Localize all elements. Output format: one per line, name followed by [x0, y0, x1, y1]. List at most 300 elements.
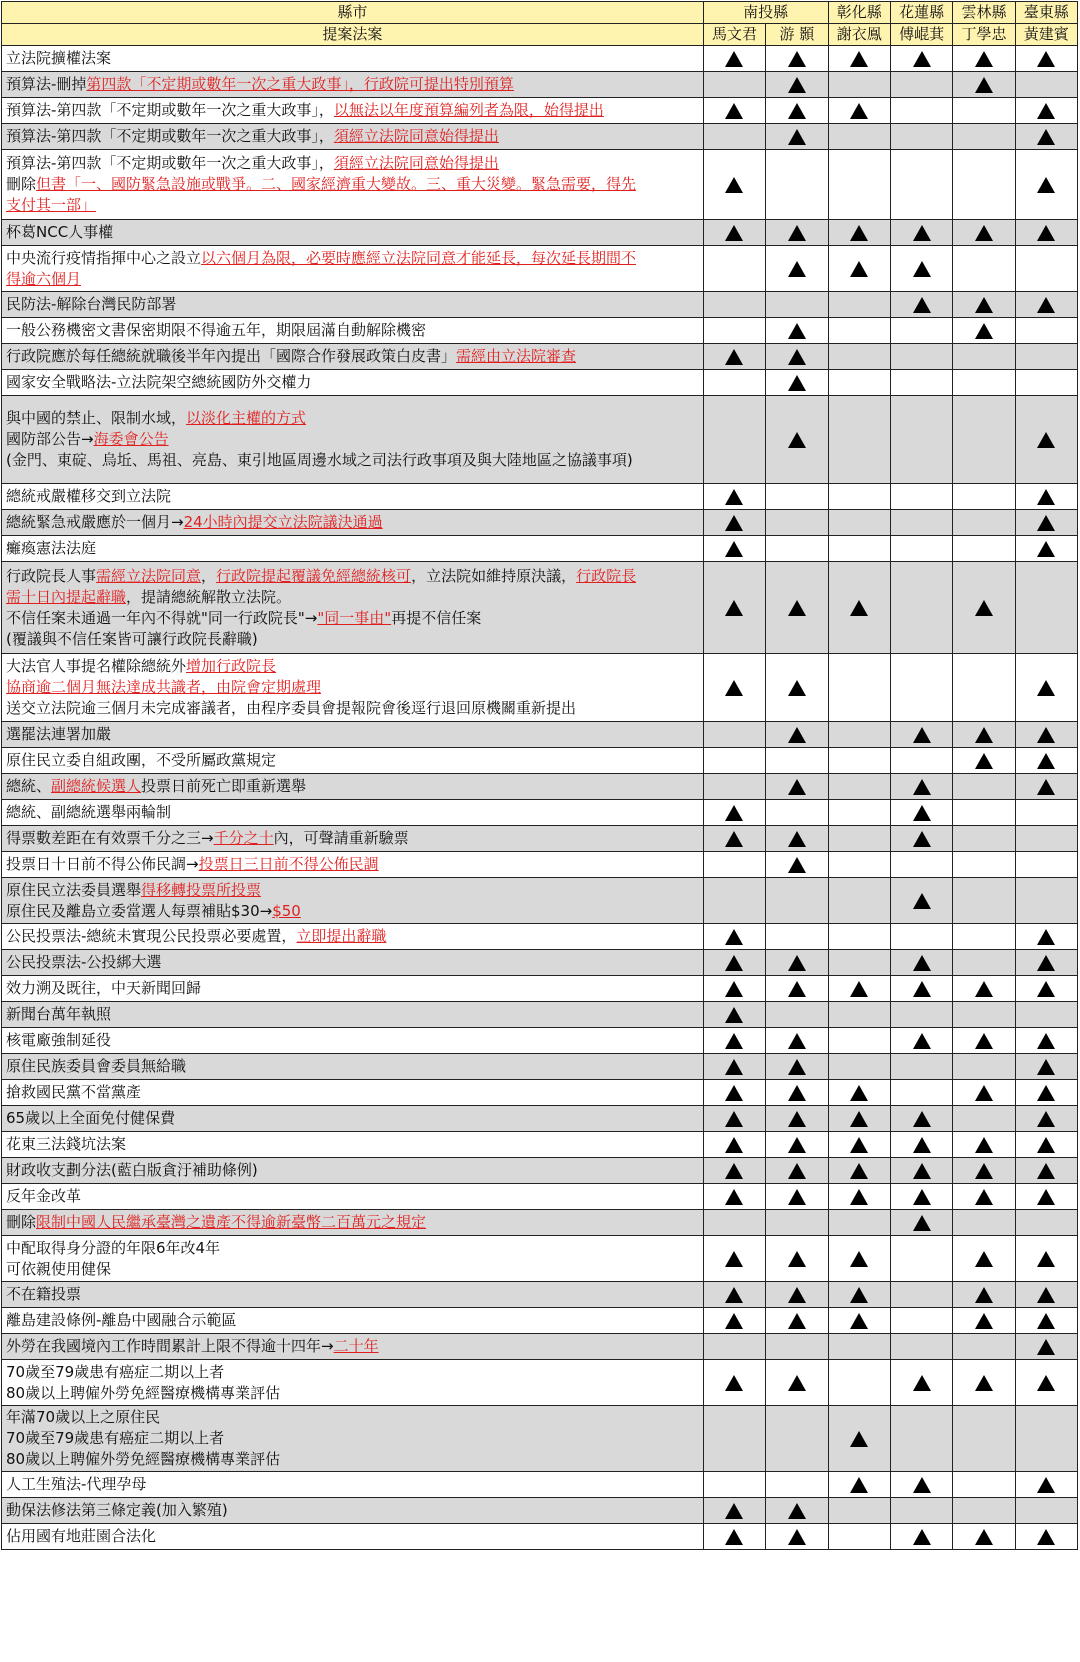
support-cell — [828, 396, 890, 484]
triangle-mark-icon — [1037, 1529, 1055, 1545]
bill-text: 投票日前死亡即重新選舉 — [141, 777, 307, 795]
highlighted-text: 以六個月為限，必要時應經立法院同意才能延長，每次延長期間不 — [201, 248, 637, 267]
triangle-mark-icon — [1037, 177, 1055, 193]
triangle-mark-icon — [850, 1085, 868, 1101]
triangle-mark-icon — [913, 297, 931, 313]
triangle-mark-icon — [1037, 1033, 1055, 1049]
topic-header-label: 提案法案 — [2, 24, 704, 46]
bill-description-line — [6, 372, 699, 393]
table-row — [2, 562, 1078, 654]
triangle-mark-icon — [1037, 103, 1055, 119]
triangle-mark-icon — [975, 1163, 993, 1179]
bill-description-line — [6, 880, 699, 901]
bill-text: 投票日十日前不得公佈民調→ — [6, 855, 199, 873]
support-cell — [953, 800, 1015, 826]
bill-description-line — [6, 320, 699, 341]
triangle-mark-icon — [1037, 1189, 1055, 1205]
bill-description-line — [6, 1362, 699, 1383]
bill-text: 總統、副總統選舉兩輪制 — [6, 803, 172, 821]
bill-text: 65歲以上全面免付健保費 — [6, 1109, 176, 1127]
triangle-mark-icon — [850, 1137, 868, 1153]
table-row — [2, 72, 1078, 98]
support-cell — [953, 150, 1015, 220]
triangle-mark-icon — [913, 831, 931, 847]
bill-description-line — [6, 195, 699, 216]
bill-description-line — [6, 1259, 699, 1280]
bill-description — [2, 1080, 704, 1106]
bill-description — [2, 1472, 704, 1498]
support-cell — [828, 510, 890, 536]
support-cell — [953, 396, 1015, 484]
support-cell — [828, 774, 890, 800]
triangle-mark-icon — [788, 1033, 806, 1049]
support-cell — [1015, 562, 1077, 654]
table-row — [2, 1308, 1078, 1334]
support-cell — [953, 318, 1015, 344]
triangle-mark-icon — [850, 1313, 868, 1329]
support-cell — [828, 562, 890, 654]
bill-description-line — [6, 1134, 699, 1155]
support-cell — [953, 1308, 1015, 1334]
bill-description — [2, 292, 704, 318]
triangle-mark-icon — [1037, 1287, 1055, 1303]
triangle-mark-icon — [913, 1529, 931, 1545]
support-cell — [766, 246, 828, 292]
bill-description-line — [6, 1160, 699, 1181]
support-cell — [1015, 1308, 1077, 1334]
support-cell — [890, 150, 952, 220]
support-cell — [703, 1132, 765, 1158]
triangle-mark-icon — [788, 1375, 806, 1391]
bill-description-line — [6, 776, 699, 797]
support-cell — [1015, 1184, 1077, 1210]
bill-text: 財政收支劃分法(藍白版貪汙補助條例) — [6, 1161, 258, 1179]
support-cell — [828, 370, 890, 396]
table-row — [2, 318, 1078, 344]
support-cell — [890, 510, 952, 536]
table-row — [2, 510, 1078, 536]
table-row — [2, 1158, 1078, 1184]
highlighted-text: 行政院提起覆議免經總統核可 — [216, 566, 412, 585]
bill-description-line — [6, 1108, 699, 1129]
legislator-name: 丁學忠 — [953, 24, 1015, 46]
triangle-mark-icon — [788, 779, 806, 795]
bill-text: (金門、東碇、烏坵、馬祖、亮島、東引地區周邊水域之司法行政事項及與大陸地區之協議事項) — [6, 451, 633, 469]
support-cell — [890, 950, 952, 976]
triangle-mark-icon — [850, 1163, 868, 1179]
triangle-mark-icon — [850, 1189, 868, 1205]
triangle-mark-icon — [913, 1375, 931, 1391]
support-cell — [1015, 852, 1077, 878]
support-cell — [890, 976, 952, 1002]
highlighted-text: 支付其一部」 — [6, 196, 97, 214]
table-row — [2, 852, 1078, 878]
support-cell — [703, 852, 765, 878]
support-cell — [766, 1080, 828, 1106]
triangle-mark-icon — [725, 103, 743, 119]
support-cell — [703, 1158, 765, 1184]
bill-description-line — [6, 1500, 699, 1521]
support-cell — [828, 1334, 890, 1360]
bill-description-line — [6, 1082, 699, 1103]
support-cell — [828, 1308, 890, 1334]
triangle-mark-icon — [725, 981, 743, 997]
bill-description — [2, 722, 704, 748]
support-cell — [953, 1028, 1015, 1054]
highlighted-text: 須經立法院同意始得提出 — [333, 127, 499, 145]
support-cell — [953, 484, 1015, 510]
triangle-mark-icon — [1037, 680, 1055, 696]
bill-text: 預算法-第四款「不定期或數年一次之重大政事」， — [6, 154, 334, 172]
highlighted-text: 增加行政院長 — [186, 657, 277, 675]
table-row — [2, 1080, 1078, 1106]
highlighted-text: 限制中國人民繼承臺灣之遺產不得逾新臺幣二百萬元之規定 — [36, 1213, 427, 1231]
triangle-mark-icon — [850, 981, 868, 997]
highlighted-text: 第四款「不定期或數年一次之重大政事」，行政院可提出特別預算 — [86, 75, 514, 93]
support-cell — [703, 748, 765, 774]
table-row — [2, 950, 1078, 976]
triangle-mark-icon — [788, 432, 806, 448]
support-cell — [703, 1308, 765, 1334]
bill-description — [2, 46, 704, 72]
support-cell — [953, 562, 1015, 654]
support-cell — [953, 722, 1015, 748]
bill-description-line — [6, 901, 699, 922]
bill-description — [2, 654, 704, 722]
support-cell — [828, 1080, 890, 1106]
support-cell — [1015, 292, 1077, 318]
triangle-mark-icon — [725, 805, 743, 821]
support-cell — [828, 878, 890, 924]
bill-text: 原住民及離島立委當選人每票補貼$30→ — [6, 901, 273, 920]
support-cell — [828, 800, 890, 826]
highlighted-text: 需經立法院同意 — [96, 566, 202, 585]
support-cell — [953, 878, 1015, 924]
table-row — [2, 370, 1078, 396]
support-cell — [890, 246, 952, 292]
highlighted-text: 需經由立法院審查 — [456, 347, 577, 365]
table-row — [2, 826, 1078, 852]
support-cell — [828, 124, 890, 150]
bill-text: 一般公務機密文書保密期限不得逾五年，期限屆滿自動解除機密 — [6, 321, 427, 339]
header-row-legislators — [2, 24, 1078, 46]
support-cell — [703, 976, 765, 1002]
support-cell — [1015, 1472, 1077, 1498]
triangle-mark-icon — [850, 225, 868, 241]
table-row — [2, 748, 1078, 774]
support-cell — [703, 826, 765, 852]
triangle-mark-icon — [788, 955, 806, 971]
bill-text: (覆議與不信任案皆可讓行政院長辭職) — [6, 629, 258, 648]
bill-description — [2, 826, 704, 852]
triangle-mark-icon — [850, 1287, 868, 1303]
support-cell — [1015, 1334, 1077, 1360]
support-cell — [766, 1236, 828, 1282]
support-cell — [953, 748, 1015, 774]
support-cell — [828, 150, 890, 220]
support-cell — [828, 1054, 890, 1080]
support-cell — [828, 826, 890, 852]
triangle-mark-icon — [725, 489, 743, 505]
support-cell — [890, 654, 952, 722]
support-cell — [766, 220, 828, 246]
bill-description — [2, 98, 704, 124]
support-cell — [953, 220, 1015, 246]
support-cell — [703, 344, 765, 370]
bill-text: 再提不信任案 — [391, 608, 482, 627]
support-cell — [953, 510, 1015, 536]
support-cell — [1015, 1158, 1077, 1184]
support-cell — [1015, 396, 1077, 484]
support-cell — [703, 1054, 765, 1080]
support-cell — [1015, 484, 1077, 510]
triangle-mark-icon — [725, 955, 743, 971]
support-cell — [953, 46, 1015, 72]
support-cell — [703, 722, 765, 748]
table-row — [2, 484, 1078, 510]
bill-description — [2, 150, 704, 220]
support-cell — [890, 748, 952, 774]
table-row — [2, 150, 1078, 220]
bill-description-line — [6, 566, 699, 587]
triangle-mark-icon — [788, 323, 806, 339]
support-cell — [828, 46, 890, 72]
support-cell — [828, 1360, 890, 1406]
triangle-mark-icon — [1037, 541, 1055, 557]
bill-description-line — [6, 1336, 699, 1357]
support-cell — [703, 1406, 765, 1472]
bill-description — [2, 1184, 704, 1210]
triangle-mark-icon — [913, 955, 931, 971]
triangle-mark-icon — [913, 1163, 931, 1179]
bill-description-line — [6, 978, 699, 999]
triangle-mark-icon — [975, 225, 993, 241]
support-cell — [766, 292, 828, 318]
support-cell — [766, 1472, 828, 1498]
support-cell — [828, 1158, 890, 1184]
triangle-mark-icon — [975, 753, 993, 769]
triangle-mark-icon — [788, 727, 806, 743]
support-cell — [1015, 46, 1077, 72]
support-cell — [890, 562, 952, 654]
support-cell — [703, 72, 765, 98]
support-cell — [953, 852, 1015, 878]
triangle-mark-icon — [788, 1287, 806, 1303]
support-cell — [766, 950, 828, 976]
support-cell — [703, 1028, 765, 1054]
bill-description-line — [6, 828, 699, 849]
bill-description — [2, 878, 704, 924]
bill-text: 搶救國民黨不當黨產 — [6, 1083, 142, 1101]
support-cell — [828, 852, 890, 878]
support-cell — [890, 1334, 952, 1360]
triangle-mark-icon — [913, 1477, 931, 1493]
support-cell — [703, 220, 765, 246]
bill-description — [2, 1282, 704, 1308]
table-row — [2, 924, 1078, 950]
highlighted-text: 二十年 — [333, 1337, 379, 1355]
support-cell — [766, 370, 828, 396]
triangle-mark-icon — [788, 77, 806, 93]
support-cell — [766, 72, 828, 98]
bill-description-line — [6, 1284, 699, 1305]
bill-text: 總統緊急戒嚴應於一個月→ — [6, 513, 184, 531]
bill-description — [2, 536, 704, 562]
triangle-mark-icon — [1037, 929, 1055, 945]
support-cell — [766, 46, 828, 72]
bill-description — [2, 1106, 704, 1132]
bill-description — [2, 852, 704, 878]
legislator-name: 謝衣鳯 — [828, 24, 890, 46]
bill-description-line — [6, 48, 699, 69]
highlighted-text: 海委會公告 — [93, 430, 169, 448]
highlighted-text: 但書「一、國防緊急設施或戰爭。二、國家經濟重大變故。三、重大災變。緊急需要，得先 — [36, 175, 637, 193]
triangle-mark-icon — [975, 981, 993, 997]
support-cell — [953, 1106, 1015, 1132]
bill-text: 80歲以上聘僱外勞免經醫療機構專業評估 — [6, 1383, 281, 1402]
triangle-mark-icon — [1037, 1251, 1055, 1267]
support-cell — [1015, 370, 1077, 396]
triangle-mark-icon — [913, 225, 931, 241]
support-cell — [890, 1236, 952, 1282]
triangle-mark-icon — [850, 261, 868, 277]
bill-text: 刪除 — [6, 175, 37, 193]
support-cell — [1015, 1106, 1077, 1132]
support-cell — [703, 124, 765, 150]
support-cell — [890, 370, 952, 396]
support-cell — [890, 318, 952, 344]
triangle-mark-icon — [788, 1529, 806, 1545]
support-cell — [766, 396, 828, 484]
support-cell — [828, 318, 890, 344]
support-cell — [953, 1080, 1015, 1106]
triangle-mark-icon — [975, 1313, 993, 1329]
support-cell — [890, 1002, 952, 1028]
bill-text: 杯葛NCC人事權 — [6, 223, 114, 241]
support-cell — [766, 774, 828, 800]
support-cell — [766, 1002, 828, 1028]
support-cell — [953, 774, 1015, 800]
triangle-mark-icon — [975, 51, 993, 67]
triangle-mark-icon — [913, 779, 931, 795]
support-cell — [1015, 654, 1077, 722]
triangle-mark-icon — [788, 981, 806, 997]
bill-description-line — [6, 222, 699, 243]
triangle-mark-icon — [913, 981, 931, 997]
bill-description — [2, 950, 704, 976]
support-cell — [766, 1158, 828, 1184]
bill-description-line — [6, 408, 699, 429]
support-cell — [703, 800, 765, 826]
support-cell — [703, 292, 765, 318]
support-cell — [766, 1308, 828, 1334]
county-header-label: 縣市 — [2, 2, 704, 24]
triangle-mark-icon — [788, 1189, 806, 1205]
support-cell — [703, 510, 765, 536]
triangle-mark-icon — [1037, 1137, 1055, 1153]
county-hualien: 花蓮縣 — [890, 2, 952, 24]
support-cell — [828, 1406, 890, 1472]
table-row — [2, 292, 1078, 318]
bill-description — [2, 748, 704, 774]
support-cell — [1015, 1236, 1077, 1282]
support-cell — [766, 800, 828, 826]
bill-description — [2, 1236, 704, 1282]
support-cell — [703, 370, 765, 396]
triangle-mark-icon — [975, 1033, 993, 1049]
bill-description-line — [6, 724, 699, 745]
support-cell — [766, 484, 828, 510]
bill-description-line — [6, 248, 699, 269]
triangle-mark-icon — [1037, 515, 1055, 531]
triangle-mark-icon — [725, 831, 743, 847]
support-cell — [828, 1210, 890, 1236]
bill-text: 70歲至79歲患有癌症二期以上者 — [6, 1429, 225, 1447]
bill-text: 不在籍投票 — [6, 1285, 82, 1303]
triangle-mark-icon — [725, 51, 743, 67]
support-cell — [703, 562, 765, 654]
support-cell — [828, 536, 890, 562]
support-cell — [953, 1210, 1015, 1236]
support-cell — [1015, 924, 1077, 950]
triangle-mark-icon — [913, 727, 931, 743]
support-cell — [953, 976, 1015, 1002]
support-cell — [890, 1360, 952, 1406]
support-cell — [1015, 72, 1077, 98]
support-cell — [890, 124, 952, 150]
table-row — [2, 1132, 1078, 1158]
bill-description-line — [6, 608, 699, 629]
bill-text: 動保法修法第三條定義(加入繁殖) — [6, 1501, 228, 1519]
table-row — [2, 1406, 1078, 1472]
support-cell — [953, 72, 1015, 98]
bill-text: 得票數差距在有效票千分之三→ — [6, 829, 214, 847]
bill-text: 刪除 — [6, 1213, 37, 1231]
support-cell — [890, 1210, 952, 1236]
support-cell — [1015, 220, 1077, 246]
support-cell — [766, 98, 828, 124]
triangle-mark-icon — [1037, 129, 1055, 145]
bill-text: 行政院長人事 — [6, 566, 97, 585]
support-cell — [953, 1282, 1015, 1308]
triangle-mark-icon — [913, 893, 931, 909]
triangle-mark-icon — [913, 261, 931, 277]
support-cell — [953, 1498, 1015, 1524]
support-cell — [1015, 1406, 1077, 1472]
bill-text: 離島建設條例-離島中國融合示範區 — [6, 1311, 237, 1329]
table-row — [2, 1360, 1078, 1406]
triangle-mark-icon — [725, 1189, 743, 1205]
triangle-mark-icon — [788, 1111, 806, 1127]
triangle-mark-icon — [850, 1111, 868, 1127]
highlighted-text: 以無法以年度預算編列者為限，始得提出 — [333, 101, 604, 119]
triangle-mark-icon — [850, 51, 868, 67]
triangle-mark-icon — [1037, 753, 1055, 769]
triangle-mark-icon — [725, 1287, 743, 1303]
support-cell — [1015, 1498, 1077, 1524]
support-cell — [953, 1236, 1015, 1282]
bill-text: 民防法-解除台灣民防部署 — [6, 295, 177, 313]
highlighted-text: 須經立法院同意始得提出 — [333, 154, 499, 172]
support-cell — [953, 924, 1015, 950]
support-cell — [766, 1184, 828, 1210]
support-cell — [766, 1106, 828, 1132]
bill-description — [2, 344, 704, 370]
highlighted-text: 需十日內提起辭職 — [6, 587, 127, 606]
support-cell — [828, 1282, 890, 1308]
support-cell — [1015, 1080, 1077, 1106]
triangle-mark-icon — [725, 1111, 743, 1127]
